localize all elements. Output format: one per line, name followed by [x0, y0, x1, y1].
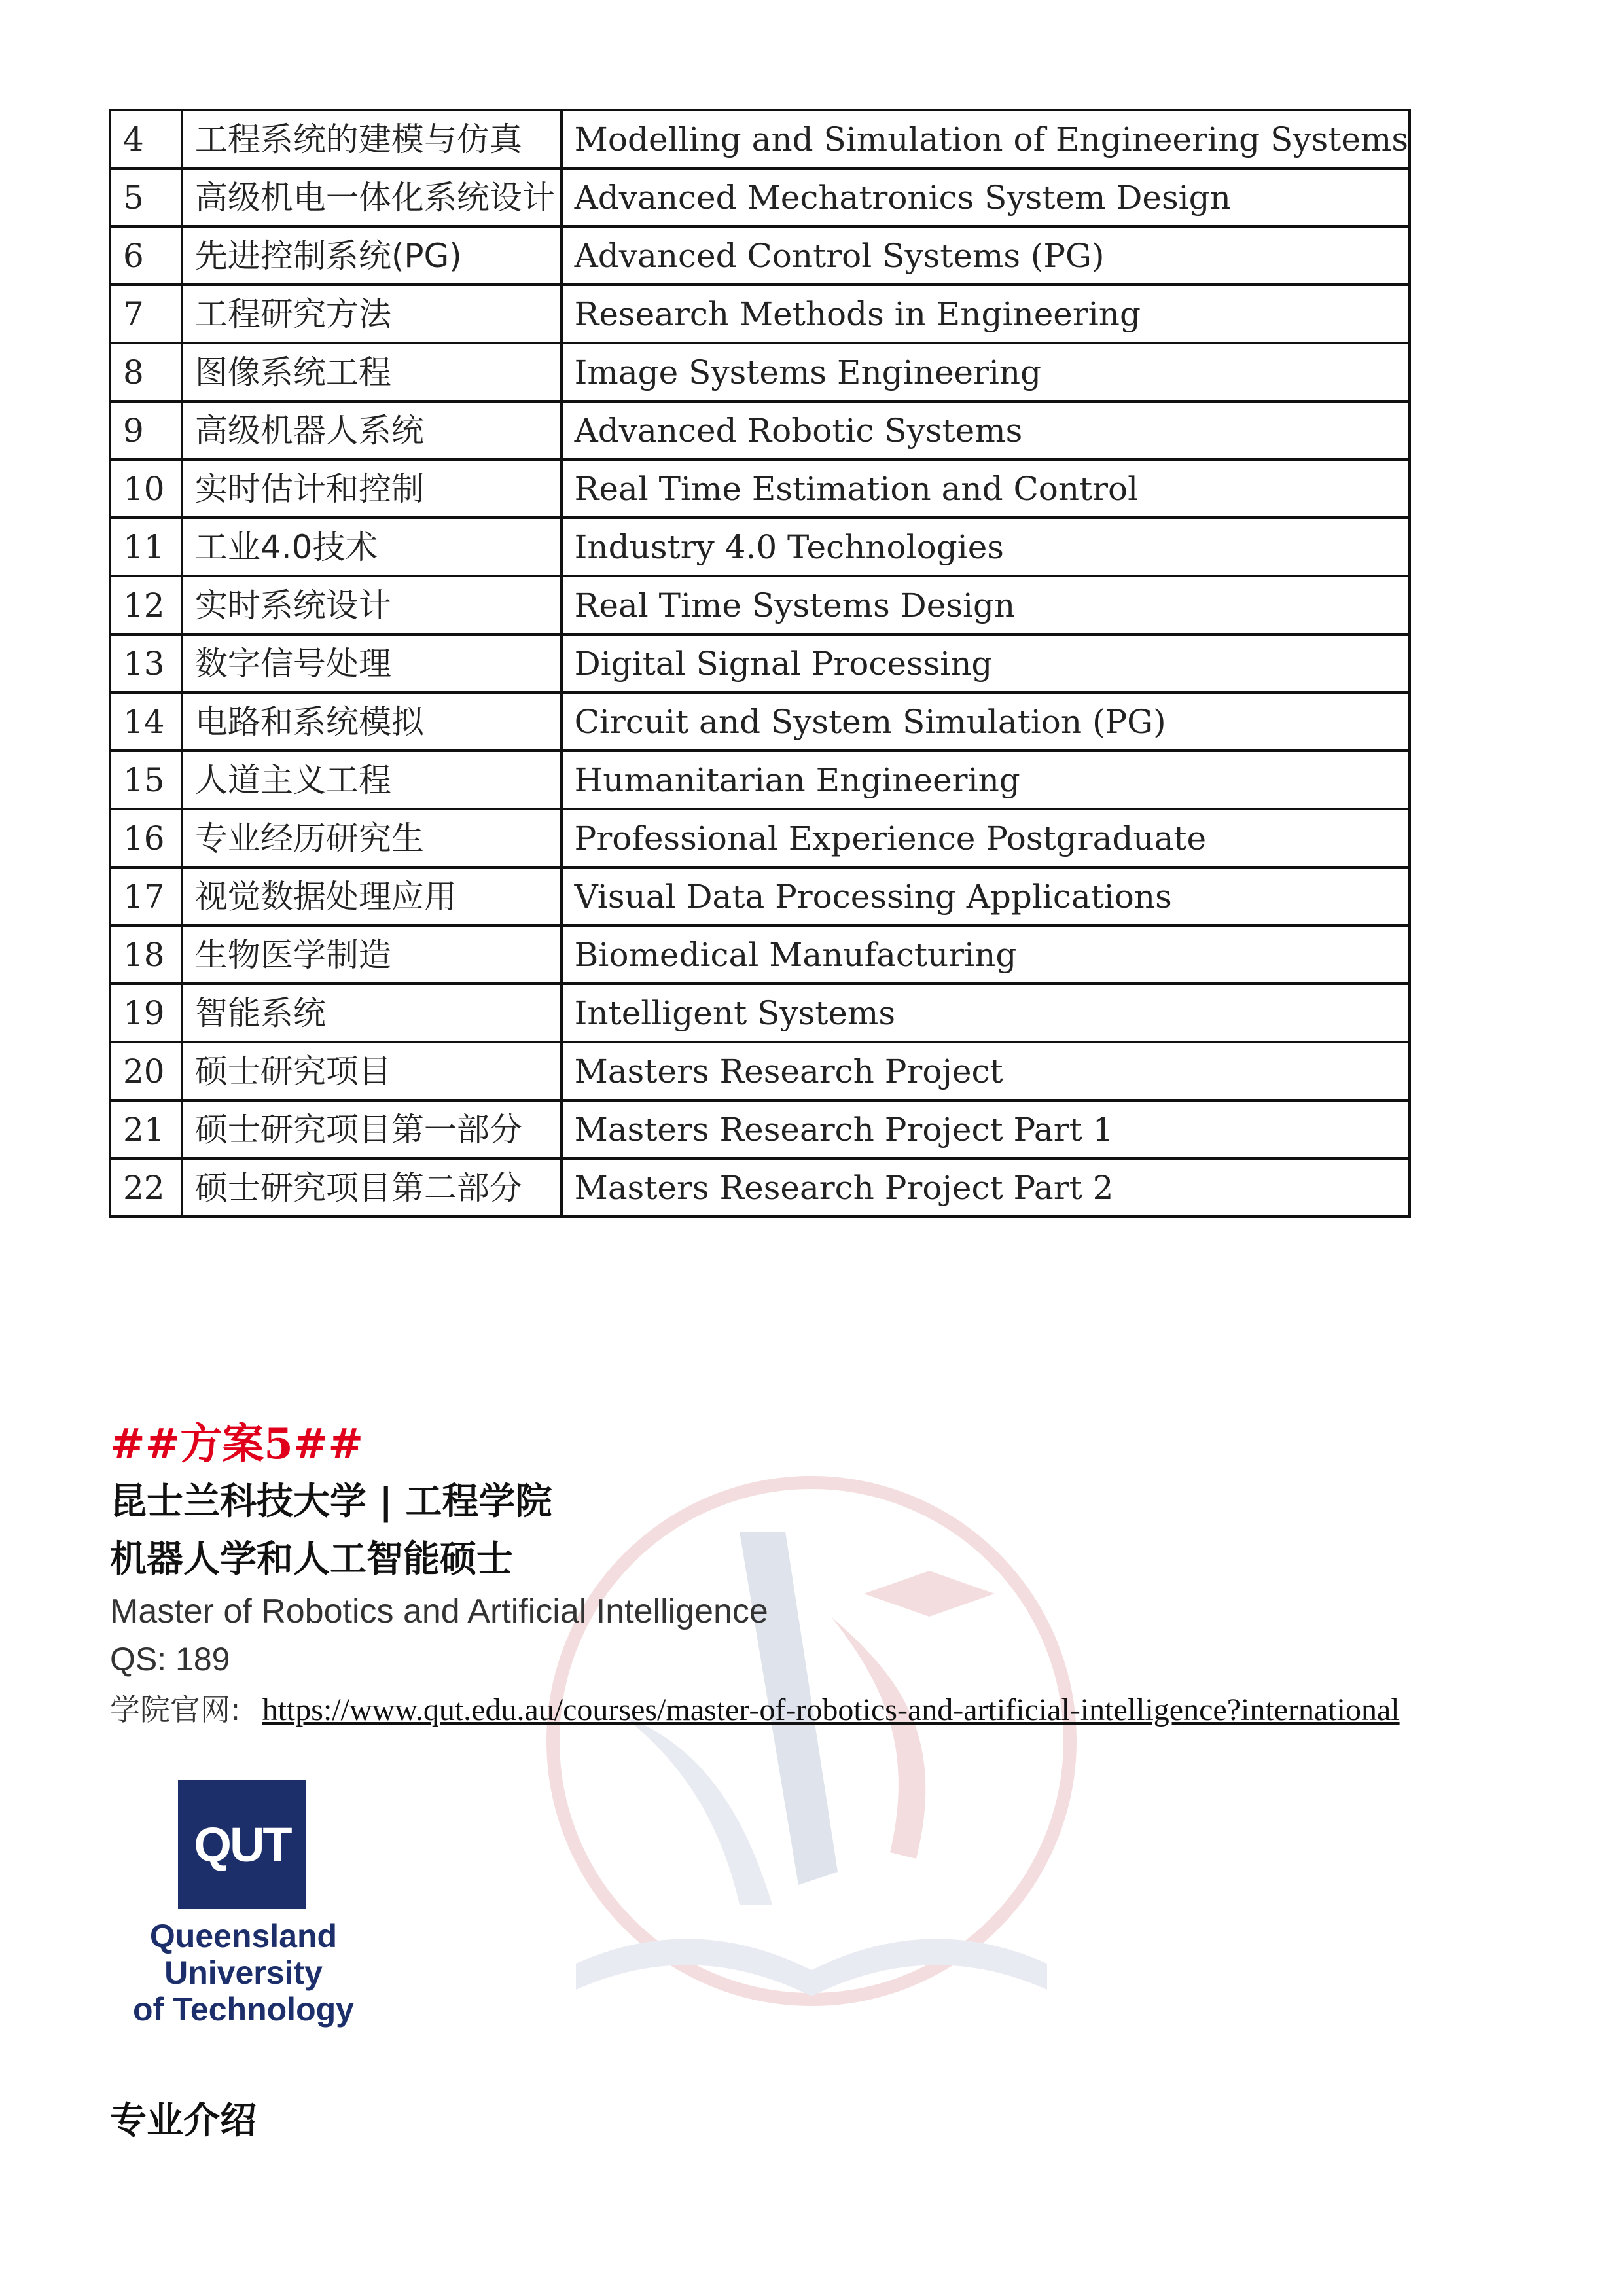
course-name-en-cell: Digital Signal Processing — [562, 634, 1410, 692]
course-number-cell: 14 — [110, 692, 182, 751]
course-name-cn-cell: 生物医学制造 — [182, 925, 562, 984]
logo-line-1: Queensland — [149, 1918, 338, 1954]
course-name-en-cell: Real Time Systems Design — [562, 576, 1410, 634]
course-name-cn-cell: 工业4.0技术 — [182, 518, 562, 576]
course-name-cn-cell: 硕士研究项目第二部分 — [182, 1158, 562, 1217]
course-number-cell: 16 — [110, 809, 182, 867]
course-name-en-cell: Research Methods in Engineering — [562, 285, 1410, 343]
course-name-cn-cell: 图像系统工程 — [182, 343, 562, 401]
course-name-en-cell: Advanced Robotic Systems — [562, 401, 1410, 459]
table-row — [110, 1100, 1410, 1158]
program-name-cn: 机器人学和人工智能硕士 — [110, 1538, 513, 1581]
course-name-en-cell: Biomedical Manufacturing — [562, 925, 1410, 984]
table-row — [110, 692, 1410, 751]
course-number-cell: 8 — [110, 343, 182, 401]
plan-title: ##方案5## — [110, 1420, 364, 1469]
course-number-cell: 13 — [110, 634, 182, 692]
course-name-en-cell: Visual Data Processing Applications — [562, 867, 1410, 925]
course-number-cell: 11 — [110, 518, 182, 576]
table-row — [110, 867, 1410, 925]
course-name-cn-cell: 实时系统设计 — [182, 576, 562, 634]
table-row — [110, 751, 1410, 809]
website-link[interactable]: https://www.qut.edu.au/courses/master-of-robotics-and-artificial-intelligence?international — [262, 1693, 1400, 1727]
table-row — [110, 110, 1410, 168]
course-name-en-cell: Humanitarian Engineering — [562, 751, 1410, 809]
course-number-cell: 17 — [110, 867, 182, 925]
course-name-en-cell: Masters Research Project — [562, 1042, 1410, 1100]
course-name-cn-cell: 高级机器人系统 — [182, 401, 562, 459]
course-number-cell: 21 — [110, 1100, 182, 1158]
course-name-en-cell: Advanced Control Systems (PG) — [562, 226, 1410, 285]
course-name-cn-cell: 智能系统 — [182, 984, 562, 1042]
website-line — [110, 1686, 1400, 1729]
course-name-cn-cell: 先进控制系统(PG) — [182, 226, 562, 285]
program-intro-heading: 专业介绍 — [110, 2100, 257, 2142]
course-name-cn-cell: 工程研究方法 — [182, 285, 562, 343]
course-table — [109, 109, 1411, 1218]
table-row — [110, 576, 1410, 634]
course-name-en-cell: Intelligent Systems — [562, 984, 1410, 1042]
website-label: 学院官网: — [110, 1692, 241, 1727]
course-number-cell: 20 — [110, 1042, 182, 1100]
table-row — [110, 459, 1410, 518]
table-row — [110, 1158, 1410, 1217]
logo-line-2: University — [164, 1954, 323, 1991]
table-row — [110, 809, 1410, 867]
course-number-cell: 7 — [110, 285, 182, 343]
course-number-cell: 22 — [110, 1158, 182, 1217]
qs-ranking: QS: 189 — [110, 1641, 230, 1677]
logo-line-3: of Technology — [133, 1991, 354, 2028]
qut-logo — [113, 1780, 374, 2029]
table-row — [110, 984, 1410, 1042]
course-name-en-cell: Modelling and Simulation of Engineering Systems — [562, 110, 1410, 168]
program-name-en: Master of Robotics and Artificial Intelligence — [110, 1592, 768, 1630]
course-name-en-cell: Masters Research Project Part 1 — [562, 1100, 1410, 1158]
watermark-graphic — [524, 1453, 1099, 2029]
course-name-cn-cell: 实时估计和控制 — [182, 459, 562, 518]
course-number-cell: 9 — [110, 401, 182, 459]
table-row — [110, 343, 1410, 401]
course-name-cn-cell: 工程系统的建模与仿真 — [182, 110, 562, 168]
course-name-en-cell: Image Systems Engineering — [562, 343, 1410, 401]
course-name-cn-cell: 人道主义工程 — [182, 751, 562, 809]
qut-logo-mark: QUT — [194, 1817, 291, 1872]
course-name-en-cell: Advanced Mechatronics System Design — [562, 168, 1410, 226]
table-row — [110, 401, 1410, 459]
course-number-cell: 18 — [110, 925, 182, 984]
course-name-cn-cell: 硕士研究项目 — [182, 1042, 562, 1100]
table-row — [110, 168, 1410, 226]
qut-logo-wordmark — [113, 1918, 374, 2028]
table-row — [110, 925, 1410, 984]
course-number-cell: 6 — [110, 226, 182, 285]
course-name-cn-cell: 电路和系统模拟 — [182, 692, 562, 751]
university-faculty-title: 昆士兰科技大学 | 工程学院 — [110, 1480, 552, 1523]
course-name-en-cell: Circuit and System Simulation (PG) — [562, 692, 1410, 751]
qut-logo-box — [178, 1780, 306, 1909]
table-row — [110, 285, 1410, 343]
course-name-cn-cell: 硕士研究项目第一部分 — [182, 1100, 562, 1158]
course-name-en-cell: Professional Experience Postgraduate — [562, 809, 1410, 867]
course-name-cn-cell: 高级机电一体化系统设计 — [182, 168, 562, 226]
course-number-cell: 5 — [110, 168, 182, 226]
course-name-cn-cell: 专业经历研究生 — [182, 809, 562, 867]
course-number-cell: 12 — [110, 576, 182, 634]
table-row — [110, 518, 1410, 576]
course-number-cell: 19 — [110, 984, 182, 1042]
table-row — [110, 1042, 1410, 1100]
table-row — [110, 634, 1410, 692]
course-number-cell: 15 — [110, 751, 182, 809]
course-name-en-cell: Industry 4.0 Technologies — [562, 518, 1410, 576]
course-name-cn-cell: 视觉数据处理应用 — [182, 867, 562, 925]
course-number-cell: 4 — [110, 110, 182, 168]
course-number-cell: 10 — [110, 459, 182, 518]
table-row — [110, 226, 1410, 285]
course-name-en-cell: Masters Research Project Part 2 — [562, 1158, 1410, 1217]
course-name-cn-cell: 数字信号处理 — [182, 634, 562, 692]
course-name-en-cell: Real Time Estimation and Control — [562, 459, 1410, 518]
